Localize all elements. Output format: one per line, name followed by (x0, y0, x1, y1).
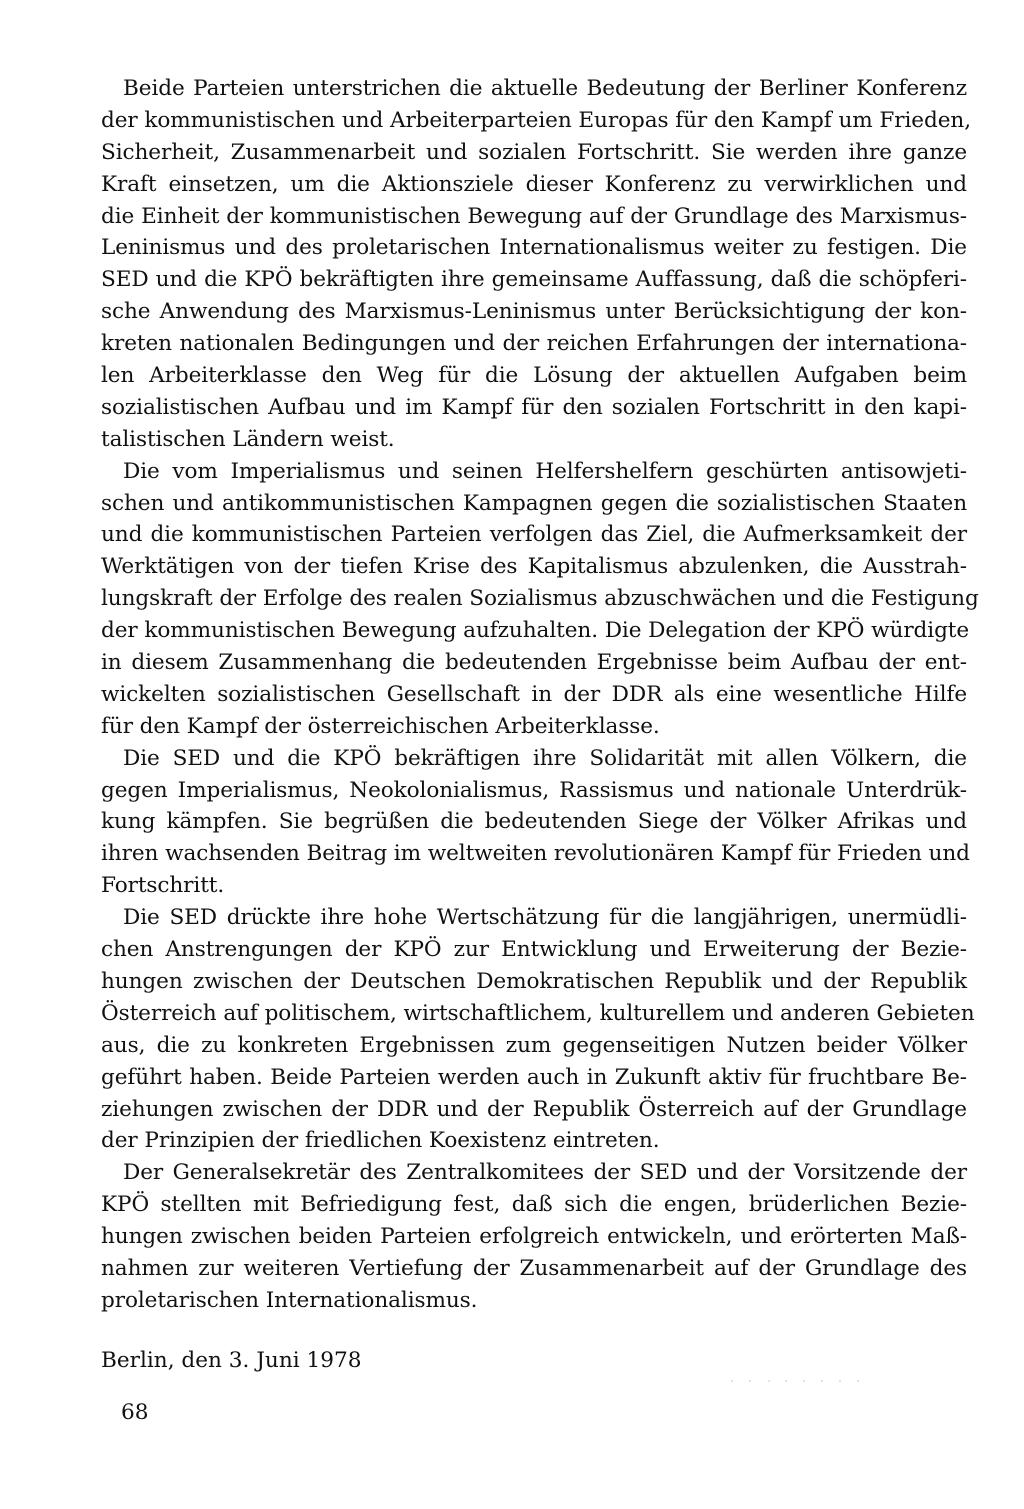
text-line: hungen zwischen beiden Parteien erfolgreich entwickeln, und erörterten Maß- (101, 1224, 967, 1250)
paragraph-3 (101, 743, 970, 902)
text-line: talistischen Ländern weist. (101, 426, 395, 452)
paragraph-4 (101, 902, 975, 1157)
text-line: der kommunistischen und Arbeiterparteien Europas für den Kampf um Frieden, (101, 107, 971, 133)
text-line: Sicherheit, Zusammenarbeit und sozialen Fortschritt. Sie werden ihre ganze (101, 139, 967, 165)
place-and-date: Berlin, den 3. Juni 1978 (101, 1348, 362, 1373)
text-line: für den Kampf der österreichischen Arbeiterklasse. (101, 713, 660, 739)
text-line: wickelten sozialistischen Gesellschaft in der DDR als eine wesentliche Hilfe (101, 681, 967, 707)
text-line: len Arbeiterklasse den Weg für die Lösung der aktuellen Aufgaben beim (101, 363, 967, 389)
text-line: aus, die zu konkreten Ergebnissen zum gegenseitigen Nutzen beider Völker (101, 1032, 967, 1058)
text-line: Österreich auf politischem, wirtschaftlichem, kulturellem und anderen Gebieten (101, 1000, 975, 1026)
text-line: der kommunistischen Bewegung aufzuhalten. Die Delegation der KPÖ würdigte (101, 618, 970, 644)
print-speckle-marks (728, 1378, 868, 1384)
text-line: nahmen zur weiteren Vertiefung der Zusammenarbeit auf der Grundlage des (101, 1255, 967, 1281)
text-line: Die vom Imperialismus und seinen Helfershelfern geschürten antisowjeti- (123, 458, 967, 484)
text-line: sche Anwendung des Marxismus-Leninismus unter Berücksichtigung der kon- (101, 299, 967, 325)
text-line: kreten nationalen Bedingungen und der reichen Erfahrungen der internationa- (101, 331, 967, 357)
text-line: Fortschritt. (101, 873, 225, 899)
paragraph-5 (101, 1157, 967, 1316)
paragraph-2 (101, 456, 979, 743)
text-line: Beide Parteien unterstrichen die aktuelle Bedeutung der Berliner Konferenz (123, 76, 967, 101)
text-line: Kraft einsetzen, um die Aktionsziele dieser Konferenz zu verwirklichen und (101, 171, 967, 197)
text-line: der Prinzipien der friedlichen Koexistenz eintreten. (101, 1128, 660, 1154)
text-line: in diesem Zusammenhang die bedeutenden Ergebnisse beim Aufbau der ent- (101, 650, 967, 676)
text-line: Die SED drückte ihre hohe Wertschätzung für die langjährigen, unermüdli- (123, 905, 967, 931)
text-line: Werktätigen von der tiefen Krise des Kapitalismus abzulenken, die Ausstrah- (101, 554, 967, 580)
text-line: proletarischen Internationalismus. (101, 1287, 478, 1313)
text-line: gegen Imperialismus, Neokolonialismus, Rassismus und nationale Unterdrük- (101, 777, 967, 803)
text-line: geführt haben. Beide Parteien werden auch in Zukunft aktiv für fruchtbare Be- (101, 1064, 967, 1090)
page-number: 68 (121, 1400, 149, 1425)
text-line: Der Generalsekretär des Zentralkomitees der SED und der Vorsitzende der (123, 1160, 967, 1186)
text-line: hungen zwischen der Deutschen Demokratischen Republik und der Republik (101, 968, 967, 994)
text-line: kung kämpfen. Sie begrüßen die bedeutenden Siege der Völker Afrikas und (101, 809, 967, 835)
body-text (101, 73, 979, 1317)
text-line: schen und antikommunistischen Kampagnen gegen die sozialistischen Staaten (101, 490, 967, 516)
text-line: Leninismus und des proletarischen Internationalismus weiter zu festigen. Die (101, 235, 967, 261)
text-line: chen Anstrengungen der KPÖ zur Entwicklung und Erweiterung der Bezie- (101, 937, 967, 963)
text-line: ihren wachsenden Beitrag im weltweiten revolutionären Kampf für Frieden und (101, 841, 970, 867)
text-line: ziehungen zwischen der DDR und der Republik Österreich auf der Grundlage (101, 1096, 967, 1122)
text-line: und die kommunistischen Parteien verfolgen das Ziel, die Aufmerksamkeit der (101, 522, 967, 548)
text-line: SED und die KPÖ bekräftigten ihre gemeinsame Auffassung, daß die schöpferi- (101, 267, 967, 293)
text-line: KPÖ stellten mit Befriedigung fest, daß sich die engen, brüderlichen Bezie- (101, 1192, 967, 1218)
text-line: die Einheit der kommunistischen Bewegung auf der Grundlage des Marxismus- (101, 203, 967, 229)
text-line: lungskraft der Erfolge des realen Sozialismus abzuschwächen und die Festigung (101, 586, 979, 612)
text-line: Die SED und die KPÖ bekräftigen ihre Solidarität mit allen Völkern, die (123, 745, 967, 771)
text-line: sozialistischen Aufbau und im Kampf für den sozialen Fortschritt in den kapi- (101, 394, 967, 420)
paragraph-1 (101, 73, 971, 456)
